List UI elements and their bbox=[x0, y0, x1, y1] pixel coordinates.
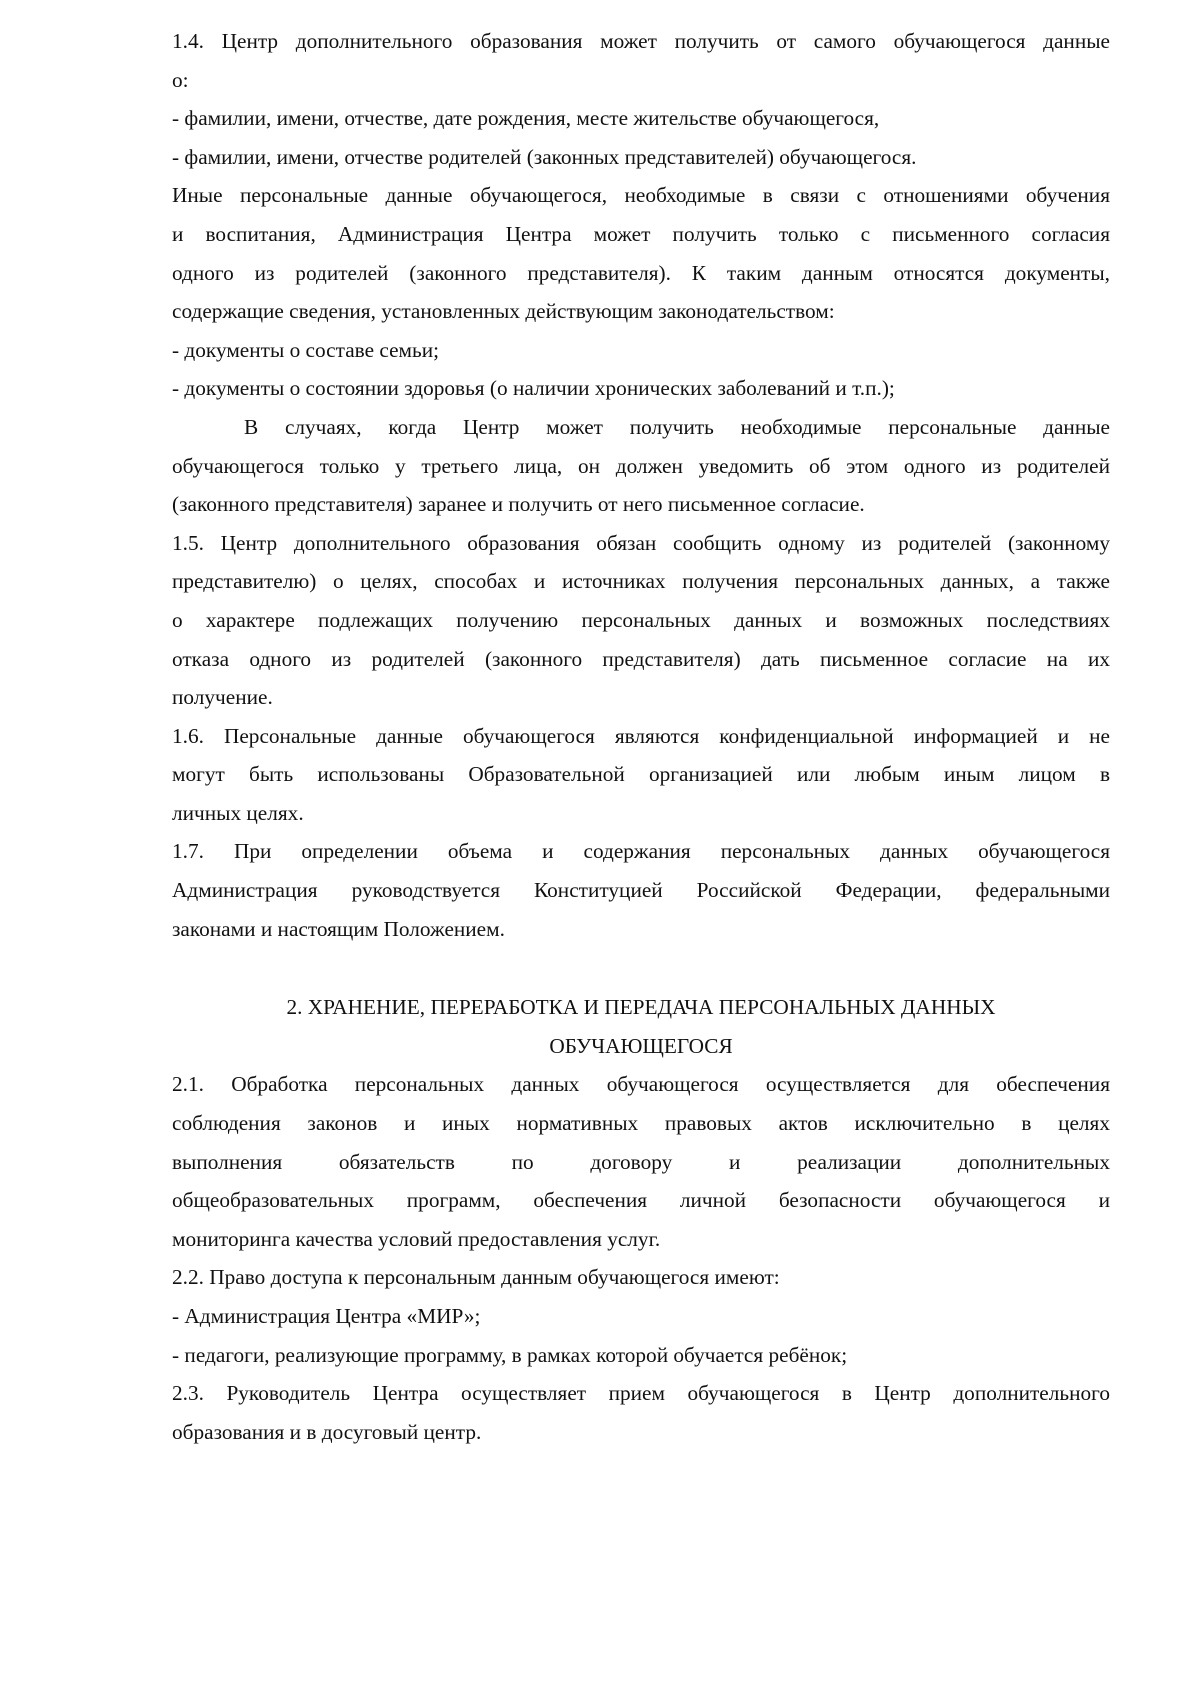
text-line: отказа одного из родителей (законного представителя) дать письменное согласие на их bbox=[172, 646, 1110, 671]
text-line: получение. bbox=[172, 685, 273, 710]
text-line: законами и настоящим Положением. bbox=[172, 916, 505, 941]
section-spacer bbox=[172, 948, 1110, 988]
text-line: - фамилии, имени, отчестве, дате рождения, месте жительстве обучающегося, bbox=[172, 106, 880, 131]
text-line: 2.2. Право доступа к персональным данным обучающегося имеют: bbox=[172, 1265, 780, 1290]
text-line: - документы о состоянии здоровья (о наличии хронических заболеваний и т.п.); bbox=[172, 376, 895, 401]
text-line: 1.7. При определении объема и содержания персональных данных обучающегося bbox=[172, 839, 1110, 864]
text-line: о характере подлежащих получению персональных данных и возможных последствиях bbox=[172, 607, 1110, 632]
text-line: представителю) о целях, способах и источниках получения персональных данных, а также bbox=[172, 569, 1110, 594]
text-line: 2.3. Руководитель Центра осуществляет прием обучающегося в Центр дополнительного bbox=[172, 1381, 1110, 1406]
document-page bbox=[172, 22, 1110, 1451]
text-line: соблюдения законов и иных нормативных правовых актов исключительно в целях bbox=[172, 1111, 1110, 1136]
text-line: личных целях. bbox=[172, 800, 304, 825]
text-line: - педагоги, реализующие программу, в рамках которой обучается ребёнок; bbox=[172, 1342, 848, 1367]
text-line: (законного представителя) заранее и получить от него письменное согласие. bbox=[172, 492, 865, 517]
text-line: 1.5. Центр дополнительного образования обязан сообщить одному из родителей (законному bbox=[172, 530, 1110, 555]
text-line: содержащие сведения, установленных действующим законодательством: bbox=[172, 299, 835, 324]
section-heading: ОБУЧАЮЩЕГОСЯ bbox=[549, 1033, 733, 1058]
text-line: общеобразовательных программ, обеспечения личной безопасности обучающегося и bbox=[172, 1188, 1110, 1213]
text-line: Иные персональные данные обучающегося, необходимые в связи с отношениями обучения bbox=[172, 183, 1110, 208]
text-line: обучающегося только у третьего лица, он должен уведомить об этом одного из родителей bbox=[172, 453, 1110, 478]
text-line: - Администрация Центра «МИР»; bbox=[172, 1304, 481, 1328]
text-line: и воспитания, Администрация Центра может получить только с письменного согласия bbox=[172, 221, 1110, 246]
text-line: 1.6. Персональные данные обучающегося являются конфиденциальной информацией и не bbox=[172, 723, 1110, 748]
text-line: Администрация руководствуется Конституцией Российской Федерации, федеральными bbox=[172, 878, 1110, 903]
text-line: 2.1. Обработка персональных данных обучающегося осуществляется для обеспечения bbox=[172, 1072, 1110, 1097]
text-line: образования и в досуговый центр. bbox=[172, 1419, 482, 1444]
text-line: о: bbox=[172, 67, 189, 92]
text-line: выполнения обязательств по договору и реализации дополнительных bbox=[172, 1149, 1110, 1174]
section-heading: 2. ХРАНЕНИЕ, ПЕРЕРАБОТКА И ПЕРЕДАЧА ПЕРСОНАЛЬНЫХ ДАННЫХ bbox=[286, 995, 996, 1020]
text-line: - фамилии, имени, отчестве родителей (законных представителей) обучающегося. bbox=[172, 144, 917, 169]
text-line: одного из родителей (законного представителя). К таким данным относятся документы, bbox=[172, 260, 1110, 285]
text-line: могут быть использованы Образовательной организацией или любым иным лицом в bbox=[172, 762, 1110, 787]
text-line: мониторинга качества условий предоставления услуг. bbox=[172, 1226, 661, 1251]
text-line: В случаях, когда Центр может получить необходимые персональные данные bbox=[244, 414, 1110, 439]
text-line: 1.4. Центр дополнительного образования может получить от самого обучающегося данные bbox=[172, 29, 1110, 53]
text-line: - документы о составе семьи; bbox=[172, 337, 440, 362]
